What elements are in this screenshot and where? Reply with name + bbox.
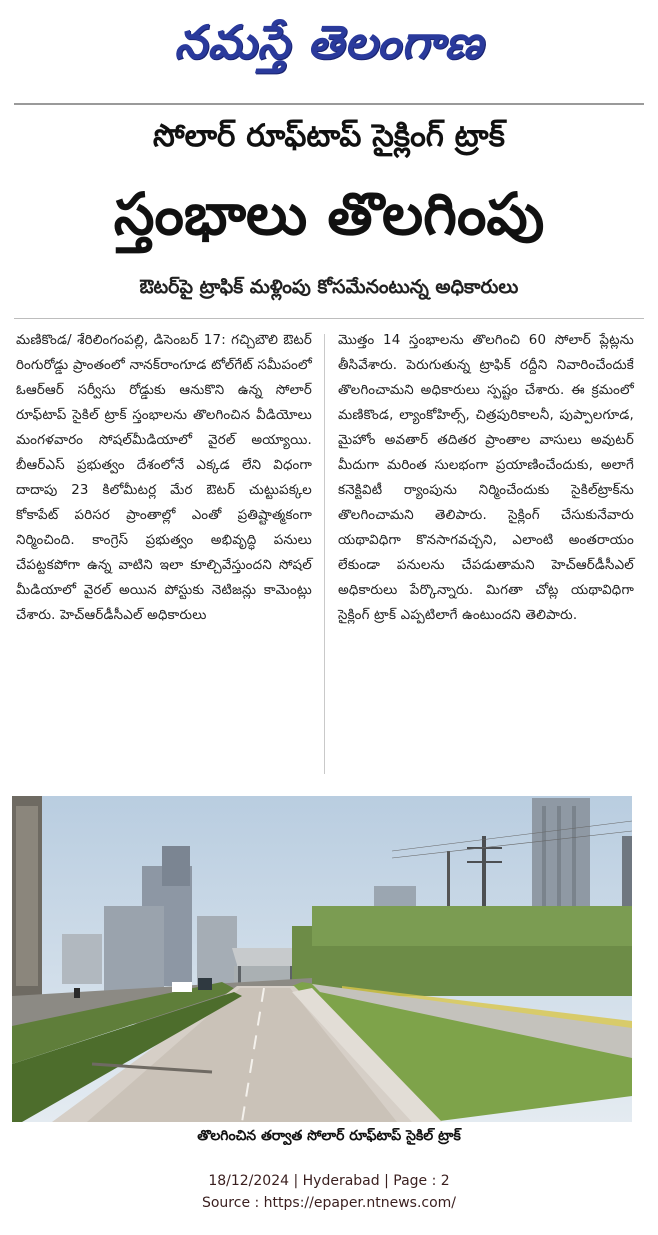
article-deck: ఔటర్‌పై ట్రాఫిక్ మళ్లింపు కోసమేనంటున్న అధికారులు — [139, 276, 519, 298]
footer-separator: | — [293, 1173, 299, 1189]
column-divider — [324, 334, 325, 774]
masthead — [0, 0, 658, 96]
footer-page: Page : 2 — [393, 1173, 450, 1189]
footer-city: Hyderabad — [302, 1173, 380, 1189]
article-column-left: మణికొండ/ శేరిలింగంపల్లి, డిసెంబర్ 17: గచ్చిబౌలి ఔటర్ రింగురోడ్డు ప్రాంతంలో నానక్‌రాంగూడ టోల్‌గేట్ సమీపంలో ఓఆర్‌ఆర్ సర్వీసు రోడ్డుకు ఆనుకొని ఉన్న సోలార్ రూఫ్‌టాప్ సైకిల్ ట్రాక్ స్తంభాలను తొలగించిన వీడియోలు మంగళవారం సోషల్‌మీడియాలో వైరల్ అయ్యాయి. బీఆర్‌ఎస్ ప్రభుత్వం దేశంలోనే ఎక్కడ లేని విధంగా దాదాపు 23 కిలోమీటర్ల మేర ఔటర్ చుట్టుపక్కల కోకాపేట్ పరిసర ప్రాంతాల్లో ఎంతో ప్రతిష్టాత్మకంగా నిర్మించింది. కాంగ్రెస్ ప్రభుత్వం అభివృద్ధి పనులు చేపట్టకపోగా ఉన్న వాటిని ఇలా కూల్చివేస్తుందని సోషల్ మీడియాలో వైరల్ అయిన పోస్టుకు నెటిజన్లు కామెంట్లు చేశారు. హెచ్‌ఆర్‌డీసీఎల్ అధికారులు — [16, 333, 312, 623]
footer-separator: | — [384, 1173, 389, 1189]
footer-date: 18/12/2024 — [208, 1173, 290, 1189]
article-kicker: సోలార్ రూఫ్‌టాప్ సైక్లింగ్ ట్రాక్ — [153, 118, 505, 154]
article-column-right: మొత్తం 14 స్తంభాలను తొలగించి 60 సోలార్ ప్లేట్లను తీసివేశారు. పెరుగుతున్న ట్రాఫిక్ రద్దీని నివారించేందుకే తొలగించామని అధికారులు స్పష్టం చేశారు. ఈ క్రమంలో మణికొండ, ల్యాంకోహిల్స్, చిత్రపురికాలనీ, పుప్పాలగూడ, మైహోం అవతార్ తదితర ప్రాంతాల వాసులు అవుటర్ మీదుగా మరింత సులభంగా ప్రయాణించేందుకు, అలాగే కనెక్టివిటీ ర్యాంపును నిర్మించేందుకు సైకిల్‌ట్రాక్‌ను తొలగించామని తెలిపారు. సైక్లింగ్ చేసుకునేవారు యథావిధిగా కొనసాగవచ్చని, ఎలాంటి అంతరాయం లేకుండా పనులను చేపడుతామని హెచ్‌ఆర్‌డీసీఎల్ అధికారులు పేర్కొన్నారు. మిగతా చోట్ల యథావిధిగా సైక్లింగ్ ట్రాక్ ఎప్పటిలాగే ఉంటుందని తెలిపారు. — [338, 333, 634, 623]
cycle-track-photo-illustration — [12, 796, 632, 1122]
page-footer — [0, 1170, 658, 1214]
newspaper-logo-title: నమస్తే తెలంగాణ — [174, 15, 484, 69]
news-photo — [12, 796, 632, 1122]
photo-caption: తొలగించిన తర్వాత సోలార్ రూఫ్‌టాప్ సైకిల్ ట్రాక్ — [197, 1128, 461, 1144]
article-headline: స్తంభాలు తొలగింపు — [113, 180, 545, 248]
masthead-divider — [14, 103, 644, 105]
footer-source[interactable]: Source : https://epaper.ntnews.com/ — [201, 1195, 457, 1211]
footer-edition-line — [0, 1170, 658, 1192]
deck-divider — [14, 318, 644, 319]
